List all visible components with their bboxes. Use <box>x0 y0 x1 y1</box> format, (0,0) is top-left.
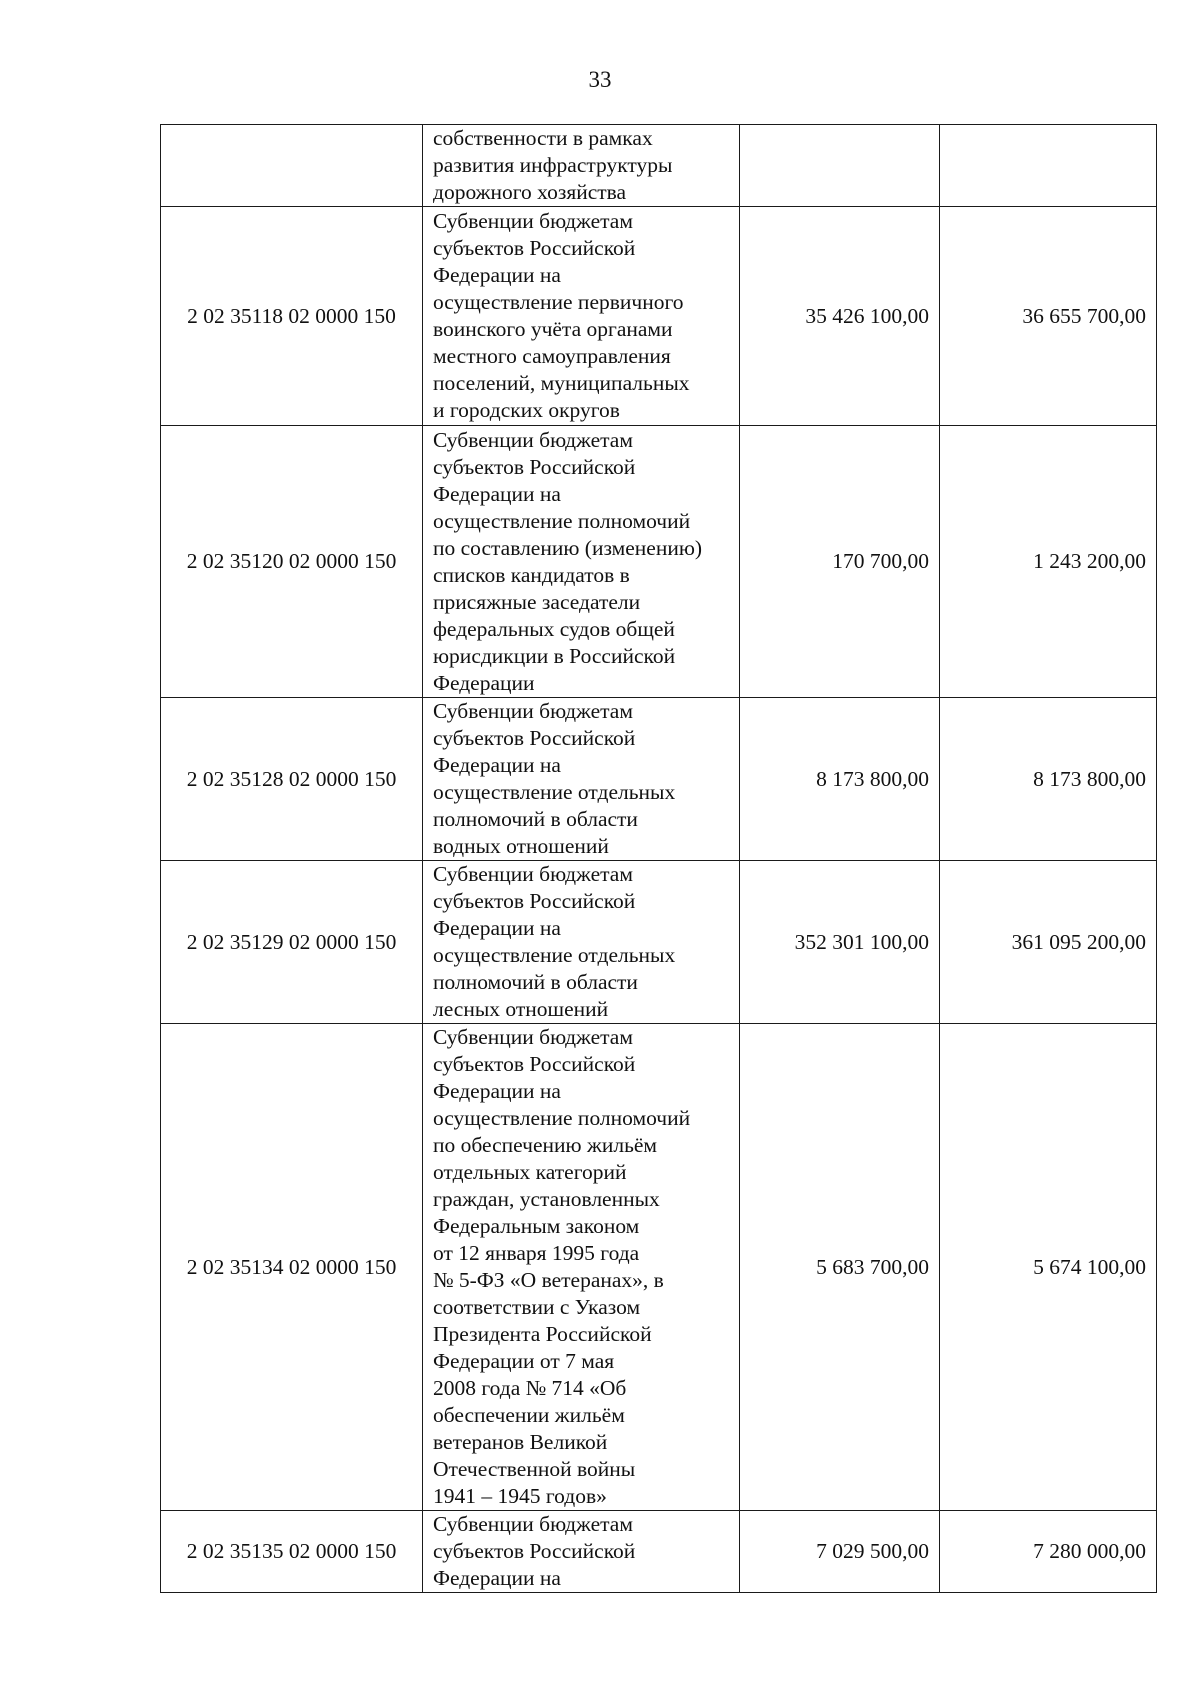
amount-year-1 <box>740 125 940 207</box>
budget-code: 2 02 35120 02 0000 150 <box>161 426 423 698</box>
budget-code: 2 02 35129 02 0000 150 <box>161 861 423 1024</box>
budget-item-name: Субвенции бюджетам субъектов Российской Федерации на осуществление отдельных полномочий в области водных отношений <box>423 698 740 861</box>
table-row <box>161 1024 1157 1511</box>
amount-year-1: 35 426 100,00 <box>740 207 940 426</box>
amount-year-1: 8 173 800,00 <box>740 698 940 861</box>
budget-item-name: Субвенции бюджетам субъектов Российской Федерации на осуществление отдельных полномочий в области лесных отношений <box>423 861 740 1024</box>
table-row <box>161 207 1157 426</box>
budget-code: 2 02 35128 02 0000 150 <box>161 698 423 861</box>
budget-code: 2 02 35118 02 0000 150 <box>161 207 423 426</box>
page-number: 33 <box>588 67 612 92</box>
budget-item-name: Субвенции бюджетам субъектов Российской Федерации на осуществление полномочий по составлению (изменению) списков кандидатов в присяжные заседатели федеральных судов общей юрисдикции в Российской Федерации <box>423 426 740 698</box>
budget-code: 2 02 35134 02 0000 150 <box>161 1024 423 1511</box>
table-row <box>161 698 1157 861</box>
amount-year-1: 352 301 100,00 <box>740 861 940 1024</box>
amount-year-2: 8 173 800,00 <box>940 698 1157 861</box>
amount-year-1: 7 029 500,00 <box>740 1511 940 1593</box>
budget-item-name: Субвенции бюджетам субъектов Российской Федерации на <box>423 1511 740 1593</box>
amount-year-2: 1 243 200,00 <box>940 426 1157 698</box>
table-row <box>161 125 1157 207</box>
budget-table <box>160 124 1157 1593</box>
amount-year-2: 5 674 100,00 <box>940 1024 1157 1511</box>
budget-code: 2 02 35135 02 0000 150 <box>161 1511 423 1593</box>
amount-year-1: 170 700,00 <box>740 426 940 698</box>
table-row <box>161 861 1157 1024</box>
table-row <box>161 1511 1157 1593</box>
table-row <box>161 426 1157 698</box>
amount-year-2 <box>940 125 1157 207</box>
budget-code <box>161 125 423 207</box>
amount-year-1: 5 683 700,00 <box>740 1024 940 1511</box>
budget-item-name: собственности в рамках развития инфраструктуры дорожного хозяйства <box>423 125 740 207</box>
budget-item-name: Субвенции бюджетам субъектов Российской Федерации на осуществление первичного воинского учёта органами местного самоуправления поселений, муниципальных и городских округов <box>423 207 740 426</box>
budget-item-name: Субвенции бюджетам субъектов Российской Федерации на осуществление полномочий по обеспечению жильём отдельных категорий граждан, установленных Федеральным законом от 12 января 1995 года № 5-ФЗ «О ветеранах», в соответствии с Указом Президента Российской Федерации от 7 мая 2008 года № 714 «Об обеспечении жильём ветеранов Великой Отечественной войны 1941 – 1945 годов» <box>423 1024 740 1511</box>
amount-year-2: 7 280 000,00 <box>940 1511 1157 1593</box>
amount-year-2: 361 095 200,00 <box>940 861 1157 1024</box>
amount-year-2: 36 655 700,00 <box>940 207 1157 426</box>
